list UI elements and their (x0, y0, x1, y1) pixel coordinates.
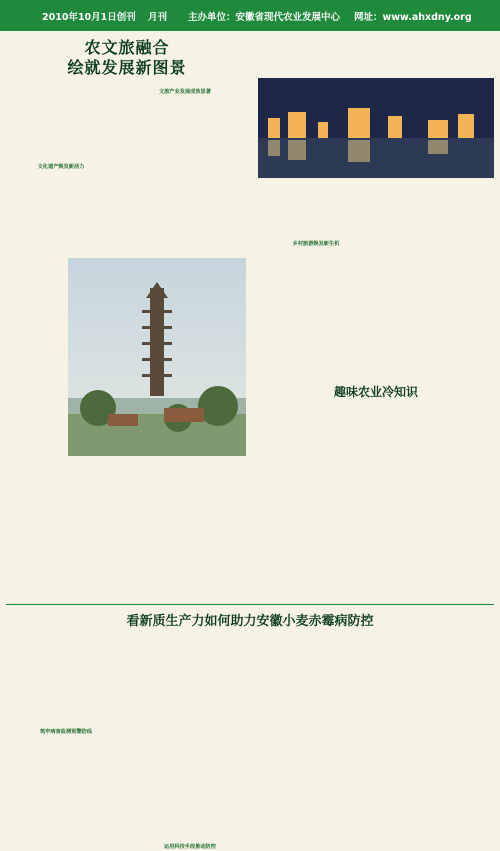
section-divider (6, 604, 494, 605)
article3-column-2 (130, 632, 250, 851)
article3-title: 看新质生产力如何助力安徽小麦赤霉病防控 (126, 614, 374, 629)
pagoda-photo (68, 258, 246, 456)
article1-subhead-2: 文旅产业发展成效显著 (159, 89, 211, 95)
article2-column-2 (380, 404, 494, 600)
night-city-illustration (258, 78, 494, 178)
article3-column-3 (254, 632, 372, 816)
article1-column-4 (380, 184, 494, 374)
pagoda-illustration (68, 258, 246, 456)
article1-subhead-3: 乡村旅游焕发新生机 (292, 241, 340, 247)
article3-column-1 (6, 632, 126, 816)
article3-subhead-1: 筑牢病害监测预警防线 (40, 728, 92, 735)
article2-column-1 (258, 404, 374, 600)
masthead-bar (0, 0, 500, 31)
article2-title: 趣味农业冷知识 (333, 385, 418, 399)
article1-subhead-1: 文化遗产焕发新活力 (37, 163, 85, 170)
article1-column-3 (258, 184, 374, 374)
publisher: 主办单位：安徽省现代农业发展中心 (188, 12, 341, 23)
website[interactable]: 网址：www.ahxdny.org (354, 12, 472, 23)
night-city-photo (258, 78, 494, 178)
article1-title-line1: 农文旅融合 (84, 38, 170, 57)
article3-subhead-2: 运用科技手段推动防控 (164, 844, 216, 851)
issue-date: 2010年10月1日创刊 (42, 12, 136, 23)
article1-title-line2: 绘就发展新图景 (67, 58, 187, 77)
article1-title (32, 38, 222, 78)
article3-column-4 (376, 632, 494, 816)
frequency: 月刊 (148, 12, 168, 23)
page-body (6, 38, 494, 851)
